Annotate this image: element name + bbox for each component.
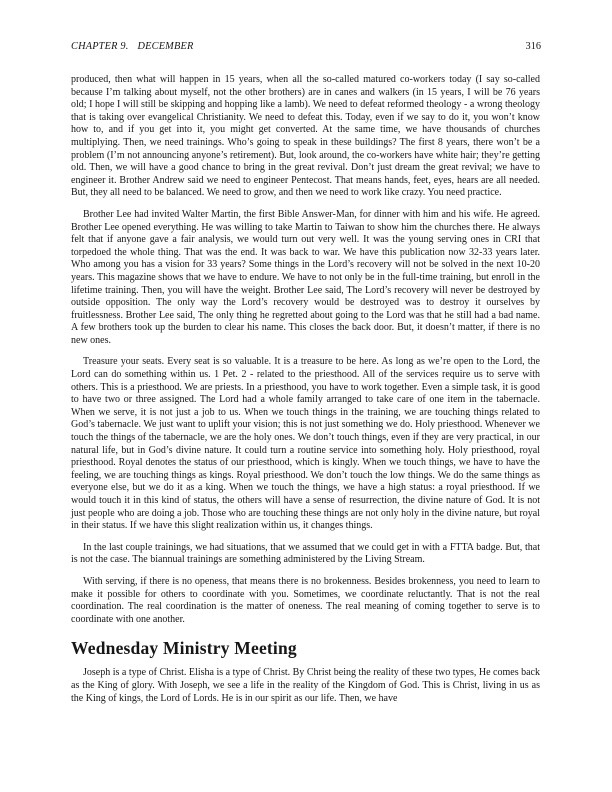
- page-body: [71, 74, 540, 705]
- paragraph: Brother Lee had invited Walter Martin, the first Bible Answer-Man, for dinner with him and his wife. He agreed. Brother Lee opened everything. He was willing to take Martin to Taiwan to show him the churches there. He always felt that if anyone gave a fair analysis, we would turn out very well. It was the young serving ones in CRI that torpedoed the whole thing. That was the end. It was back to war. We have this publication now 32-33 years later. Who among you has a vision for 33 years? Some things in the Lord’s recovery will not be solved in the next 10-20 years. This magazine shows that we have to endure. We have to not only be in the full-time training, but enroll in the lifetime training. Then, you will have the weight. Brother Lee said, The Lord’s recovery will never be destroyed by outside opposition. The only way the Lord’s recovery would be destroyed was to destroy it ourselves by fruitlessness. Brother Lee said, The only thing he regretted about going to the Lord was that he still had a bad name. A few brothers took up the burden to clear his name. This closes the back door. But, it doesn’t matter, if there is no new ones.: [71, 208, 540, 346]
- page-header: [71, 41, 541, 53]
- paragraph: produced, then what will happen in 15 years, when all the so-called matured co-workers today (I say so-called because I’m talking about myself, not the other brothers) are in canes and walkers (in 15 years, I will be 76 years old; I hope I will still be skipping and hopping like a lamb). We need to defeat reformed theology - a wrong theology that is taking over evangelical Christianity. We need to defeat this. Today, even if we say to do it, you won’t know how to, and if you get into it, you might get converted. At the same time, we have thousands of churches multiplying. Then, we need trainings. Who’s going to speak in these buildings? The first 8 years, there won’t be a problem (I’m not announcing anyone’s retirement). But, look around, the co-workers have white hair; they’re getting old. Then, we will have a good chance to bring in the great revival. Don’t just dream the great revival; we have to engineer it. Brother Andrew said we need to engineer Pentecost. That means hands, feet, eyes, hears are all needed. But, they all need to be balanced. We need to grow, and then we need to work like crazy. You need practice.: [71, 74, 540, 199]
- paragraph: In the last couple trainings, we had situations, that we assumed that we could get in with a FTTA badge. But, that is not the case. The biannual trainings are something administered by the Living Stream.: [71, 541, 540, 566]
- running-head: [71, 41, 193, 53]
- paragraph: Treasure your seats. Every seat is so valuable. It is a treasure to be here. As long as we’re open to the Lord, the Lord can do something within us. 1 Pet. 2 - related to the priesthood. All of the services require us to serve with others. This is a priesthood. We are priests. In a priesthood, you have to work together. Even a simple task, it is good to have two or three assigned. The Lord had a whole family arranged to take care of one item in the tabernacle. When we serve, it is not just a job to us. When we touch things in the training, we are touching things related to God’s tabernacle. We just want to uplift your vision; this is not just something we do. Holy priesthood. Whenever we touch the things of the tabernacle, we are the holy ones. We don’t touch things, even if they are very practical, in our natural life, but in God’s divine nature. It could turn a routine service into something holy. Holy priesthood, royal priesthood. Royal denotes the status of our priesthood, which is kingly. When we touch things, we have to have the feeling, we are touching things as kings. Royal priesthood. We don’t touch the low things. We do the same things as everyone else, but we do it as a king. When we touch the things, we have a high status: a royal priesthood. If we would touch it in this kind of status, the others will have a sense of resurrection, the divine nature of God. It is not just people who are doing a job. Those who are touching these things are not only holy in the divine nature, but royal in their status. If we have this slight realization within us, it changes things.: [71, 356, 540, 532]
- page-number: 316: [525, 41, 541, 52]
- paragraph: Joseph is a type of Christ. Elisha is a type of Christ. By Christ being the reality of these two types, He comes back as the King of glory. With Joseph, we see a life in the reality of the Kingdom of God. This is Christ, living in us as the King of kings, the Lord of Lords. He is in our spirit as our life. Then, we have: [71, 667, 540, 704]
- section-heading: Wednesday Ministry Meeting: [71, 638, 297, 659]
- paragraph: With serving, if there is no openess, that means there is no brokenness. Besides brokenness, you need to learn to make it possible for others to coordinate with you. Sometimes, we coordinate reluctantly. That is not the real coordination. The real coordination is the matter of oneness. The real meaning of coming together to serve is to coordinate with one another.: [71, 575, 540, 625]
- chapter-label: CHAPTER 9.: [71, 41, 129, 52]
- chapter-title: DECEMBER: [137, 41, 194, 52]
